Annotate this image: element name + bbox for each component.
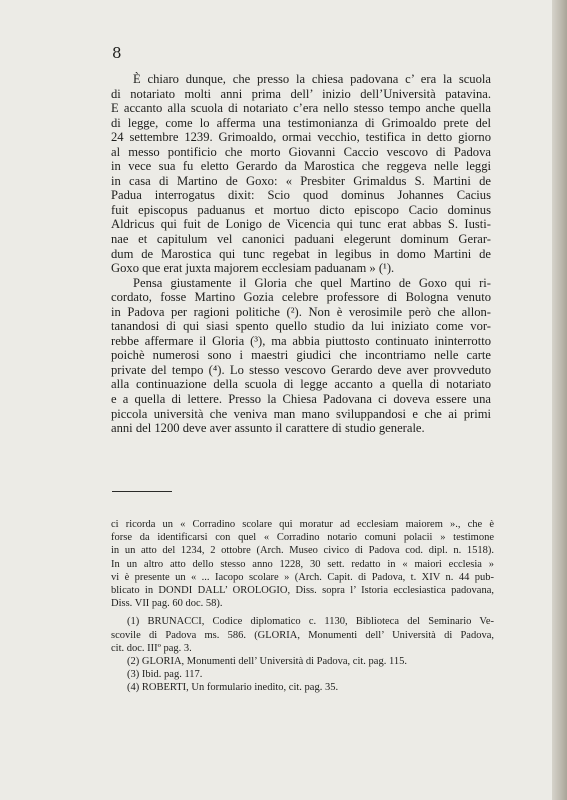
text-line: piccola università che veniva man mano sviluppandosi e che ai primi [111, 406, 491, 421]
footnote-line: (2) GLORIA, Monumenti dell’ Università di Padova, cit. pag. 115. [127, 656, 407, 668]
footnote-line: vi è presente un « ... Iacopo scolare » (Arch. Capit. di Padova, t. XIV n. 44 pub- [111, 571, 494, 583]
text-line: È chiaro dunque, che presso la chiesa padovana c’ era la scuola [133, 72, 491, 86]
footnote-line: in un atto del 1234, 2 ottobre (Arch. Museo civico di Padova cod. dipl. n. 1518). [111, 545, 494, 557]
footnote-line: forse da identificarsi con quel « Corradino notario comuni polacii » testimone [111, 532, 494, 544]
text-line: poichè numerosi sono i maestri giudici che incontriamo nelle carte [111, 348, 491, 363]
footnote-line: Diss. VII pag. 60 doc. 58). [111, 598, 223, 610]
text-line: fuit episcopus paduanus et mortuo dicto episcopo Cacio dominus [111, 202, 491, 217]
text-line: in casa di Martino de Goxo: « Presbiter Grimaldus S. Martini de [111, 173, 491, 188]
text-line: al messo pontificio che morto Giovanni Caccio vescovo di Padova [111, 144, 491, 159]
text-line: 24 settembre 1239. Grimoaldo, ormai vecchio, testifica in detto giorno [111, 130, 491, 145]
footnote-line: cit. doc. IIIº pag. 3. [111, 642, 192, 654]
text-line: Pensa giustamente il Gloria che quel Martino de Goxo qui ri- [133, 275, 491, 290]
footnotes [111, 518, 494, 695]
page-edge [552, 0, 567, 800]
text-line: nae et capitulum vel canonici paduani elegerunt dominum Gerar- [111, 232, 491, 247]
footnote-line: scovile di Padova ms. 586. (GLORIA, Monumenti dell’ Università di Padova, [111, 629, 494, 641]
page-number: 8 [112, 44, 122, 62]
text-line: private del tempo (⁴). Lo stesso vescovo Gerardo deve aver provveduto [111, 362, 491, 377]
text-line: rebbe affermare il Gloria (³), ma abbia piuttosto continuato ininterrotto [111, 333, 491, 348]
text-line: alla continuazione della scuola di legge accanto a quella di notariato [111, 377, 491, 392]
footnote-separator [112, 491, 172, 492]
footnote-line: blicato in DONDI DALL’ OROLOGIO, Diss. sopra l’ Istoria ecclesiastica padovana, [111, 585, 494, 597]
text-line: in Padova per ragioni politiche (²). Non è verosimile però che allon- [111, 304, 491, 319]
text-line: E accanto alla scuola di notariato c’era nello stesso tempo anche quella [111, 101, 491, 116]
text-line: dum de Marostica qui tunc regebat in legibus in domo Martini de [111, 246, 491, 261]
footnote-line: ci ricorda un « Corradino scolare qui moratur ad ecclesiam maiorem »., che è [111, 519, 494, 530]
text-line: in vece sua fu eletto Gerardo da Marostica che reggeva nelle leggi [111, 159, 491, 174]
footnote-line: (4) ROBERTI, Un formulario inedito, cit. pag. 35. [127, 682, 339, 694]
main-text [111, 72, 491, 436]
text-line: anni del 1200 deve aver assunto il carattere di studio generale. [111, 421, 425, 436]
text-line: e a quella di lettere. Presso la Chiesa Padovana ci doveva essere una [111, 392, 491, 407]
footnote-line: (3) Ibid. pag. 117. [127, 669, 203, 681]
text-line: Padua interrogatus dixit: Scio quod dominus Johannes Cacius [111, 188, 491, 203]
footnote-line: In un altro atto dello stesso anno 1228, 30 sett. redatto in « maiori ecclesia » [111, 558, 494, 570]
text-line: di notariato molti anni prima dell’ inizio dell’Università patavina. [111, 86, 491, 101]
text-line: cordato, fosse Martino Gozia celebre professore di Bologna venuto [111, 290, 491, 305]
text-line: Aldricus qui fuit de Lonigo de Vicencia qui tunc erat abbas S. Iusti- [111, 217, 491, 232]
text-line: di legge, come lo afferma una testimonianza di Grimoaldo prete del [111, 115, 491, 130]
text-line: tanandosi di qui siasi spento quello studio da lui iniziato come vor- [111, 319, 491, 334]
footnote-line: (1) BRUNACCI, Codice diplomatico c. 1130, Biblioteca del Seminario Ve- [127, 616, 494, 628]
text-line: Goxo que erat juxta majorem ecclesiam paduanam » (¹). [111, 261, 395, 276]
